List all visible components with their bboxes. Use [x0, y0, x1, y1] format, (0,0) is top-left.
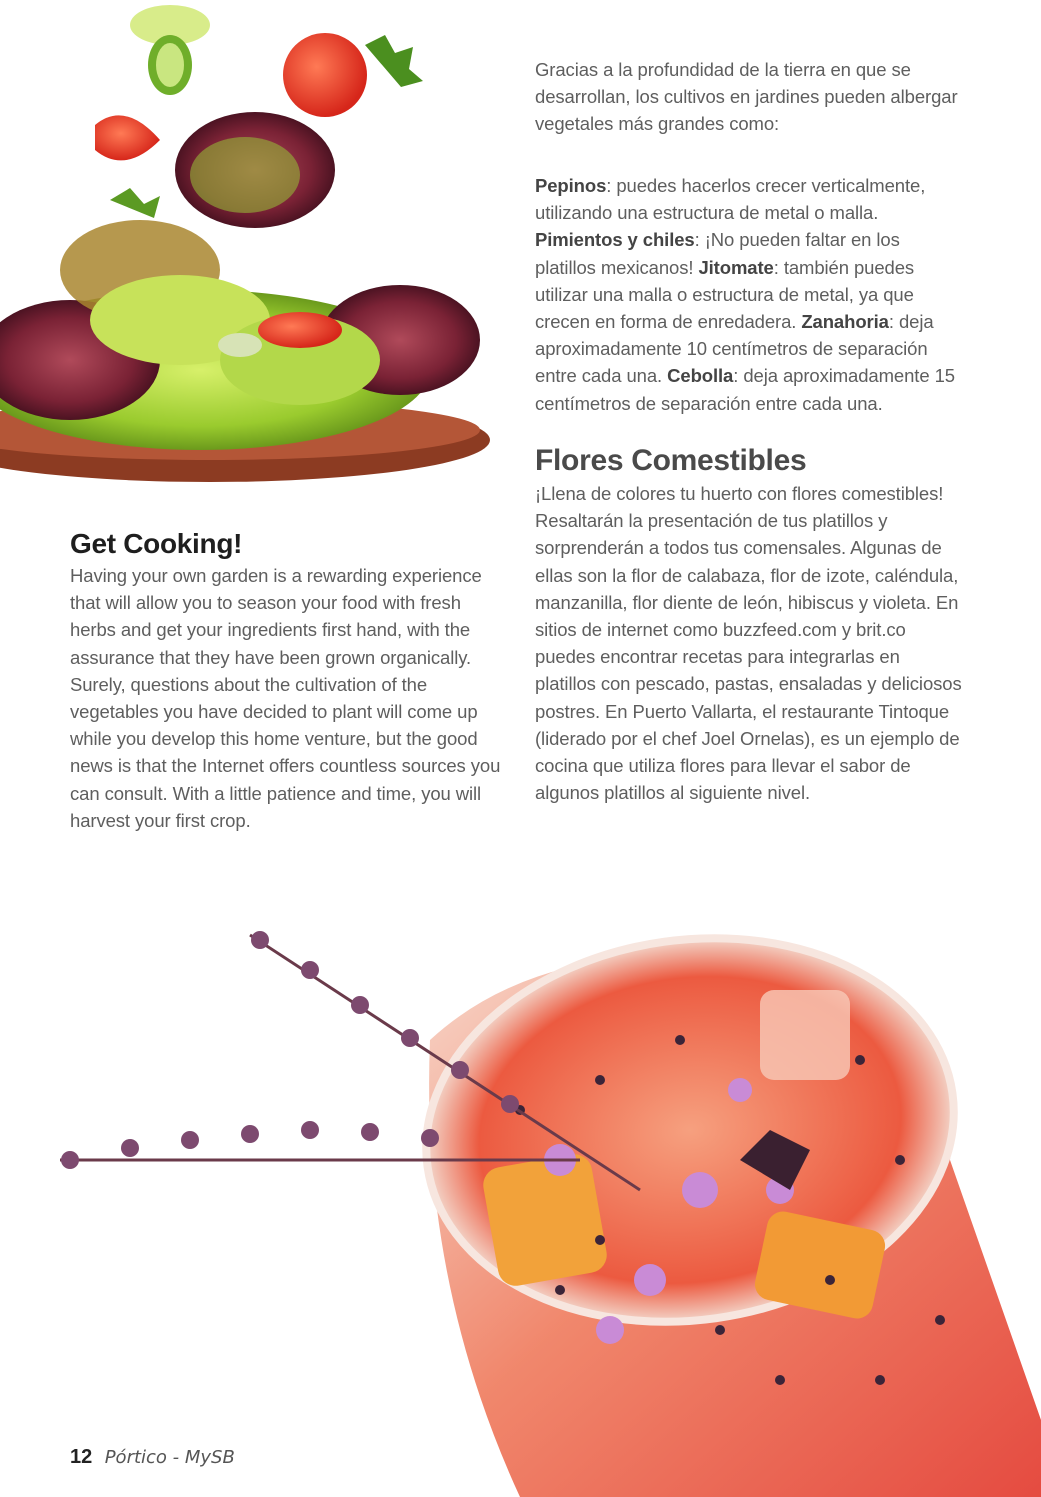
veg-name-pepinos: Pepinos: [535, 175, 607, 196]
veg-text-cebolla: : deja aproximadamente 15 centímetros de separación entre cada una.: [535, 365, 955, 414]
salad-photo: [0, 0, 490, 500]
magazine-name: Pórtico - MySB: [104, 1447, 235, 1468]
page-number: 12: [70, 1446, 93, 1468]
veg-name-jitomate: Jitomate: [698, 256, 774, 278]
cooking-paragraph: Having your own garden is a rewarding experience that will allow you to season your food with fresh herbs and get your ingredients first hand, with the assurance that they have been grown organically. Surely, questions about the cultivation of the vegetables you have decided to plant will come up while you develop this home venture, but the good news is that the Internet offers countless sources you can consult. With a little patience and time, you will harvest your first crop.: [70, 565, 501, 831]
flores-heading: Flores Comestibles: [535, 444, 807, 477]
intro-paragraph: Gracias a la profundidad de la tierra en que se desarrollan, los cultivos en jardines pueden albergar vegetales más grandes como:: [535, 59, 958, 135]
veg-text-jitomate: : también puedes utilizar una malla o estructura de metal, ya que crecen en forma de enredadera.: [535, 256, 915, 333]
drink-photo: [0, 860, 1041, 1497]
veg-name-pimientos: Pimientos y chiles: [535, 229, 695, 251]
flores-paragraph: ¡Llena de colores tu huerto con flores comestibles! Resaltarán la presentación de tus platillos y sorprenderán a todos tus comensales. Algunas de ellas son la flor de calabaza, flor de izote, caléndula, manzanilla, flor diente de león, hibiscus y violeta. En sitios de internet como buzzfeed.com y brit.co puedes encontrar recetas para integrarlas en platillos con pescado, pastas, ensaladas y deliciosos postres. En Puerto Vallarta, el restaurante Tintoque (liderado por el chef Joel Ornelas), es un ejemplo de cocina que utiliza flores para llevar el sabor de algunos platillos al siguiente nivel.: [535, 483, 962, 804]
page-footer: [70, 1446, 235, 1469]
veg-text-zanahoria: : deja aproximadamente 10 centímetros de separación entre cada una.: [535, 311, 934, 387]
cooking-heading: Get Cooking!: [70, 528, 243, 559]
veg-name-zanahoria: Zanahoria: [801, 311, 889, 333]
veg-text-pimientos: : ¡No pueden faltar en los platillos mexicanos!: [535, 229, 900, 278]
veg-text-pepinos: : puedes hacerlos crecer verticalmente, utilizando una estructura de metal o malla.: [535, 175, 926, 224]
vegetables-paragraph: [535, 172, 965, 417]
veg-name-cebolla: Cebolla: [667, 365, 734, 387]
